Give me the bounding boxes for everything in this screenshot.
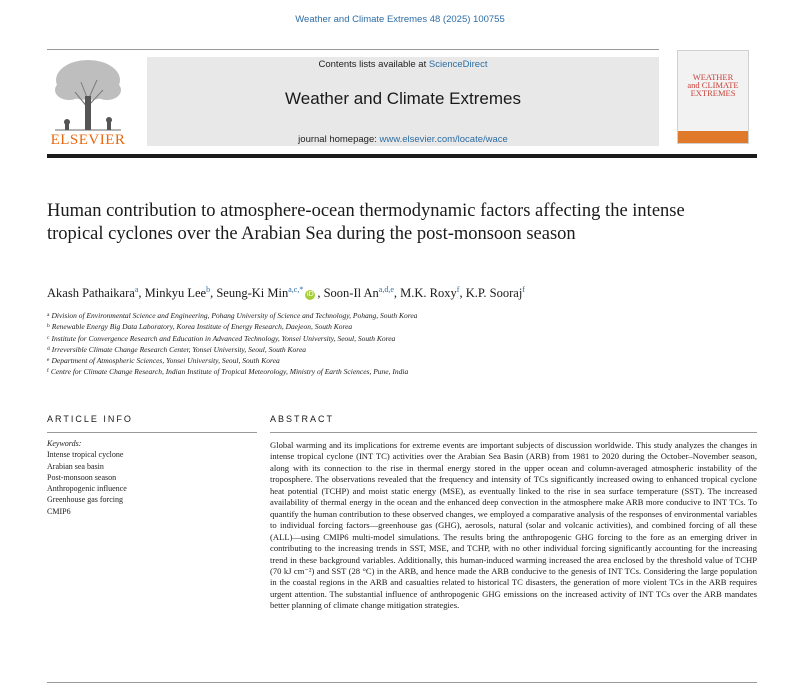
article-info-divider	[47, 432, 257, 433]
affiliation-letter: c	[47, 334, 50, 341]
homepage-line	[147, 134, 659, 145]
contents-line	[147, 59, 659, 70]
keyword-item: CMIP6	[47, 506, 71, 516]
author-name[interactable]: Seung-Ki Min	[216, 286, 289, 301]
author-affil-sup[interactable]: f	[456, 285, 460, 294]
author-affil-sup[interactable]: a,d,e	[378, 285, 394, 294]
homepage-prefix: journal homepage:	[298, 134, 380, 145]
bottom-divider	[47, 682, 757, 683]
keyword-item: Arabian sea basin	[47, 461, 104, 471]
journal-title: Weather and Climate Extremes	[285, 89, 521, 108]
cover-strip	[678, 131, 748, 143]
affiliation-text: Institute for Convergence Research and Education in Advanced Technology, Yonsei University, Seoul, South Korea	[51, 333, 396, 343]
keyword-item: Intense tropical cyclone	[47, 450, 124, 460]
affiliation-list	[47, 310, 747, 378]
author-name[interactable]: Minkyu Lee	[144, 286, 207, 301]
affiliation-item	[47, 310, 747, 321]
affiliation-letter: d	[47, 345, 50, 352]
affiliation-item	[47, 344, 747, 355]
affiliation-letter: a	[47, 312, 50, 318]
sciencedirect-link[interactable]: ScienceDirect	[428, 59, 488, 70]
abstract-divider	[270, 432, 757, 433]
journal-reference[interactable]: Weather and Climate Extremes 48 (2025) 100755	[295, 14, 505, 25]
homepage-link[interactable]: www.elsevier.com/locate/wace	[379, 134, 508, 145]
author-affil-sup[interactable]: f	[522, 285, 525, 294]
author-affil-sup[interactable]: a	[134, 285, 139, 294]
keyword-item: Greenhouse gas forcing	[47, 495, 123, 505]
author-affil-sup[interactable]: b	[206, 285, 211, 294]
affiliation-item	[47, 333, 747, 344]
masthead-divider	[47, 154, 757, 158]
affiliation-letter: b	[47, 323, 50, 330]
author-name[interactable]: Soon-Il An	[323, 286, 379, 301]
affiliation-text: Renewable Energy Big Data Laboratory, Korea Institute of Energy Research, Daejeon, South Korea	[51, 322, 353, 332]
keyword-item: Anthropogenic influence	[47, 484, 127, 494]
keywords-block	[47, 438, 257, 517]
author-name[interactable]: M.K. Roxy	[400, 286, 457, 301]
article-title: Human contribution to atmosphere-ocean thermodynamic factors affecting the intense tropical cyclones over the Arabian Sea during the post-monsoon season	[47, 201, 685, 244]
orcid-icon[interactable]: iD	[307, 291, 314, 299]
cover-title: WEATHER and CLIMATE EXTREMES	[687, 72, 739, 98]
author-name[interactable]: K.P. Sooraj	[465, 286, 523, 301]
affiliation-item	[47, 321, 747, 332]
masthead	[47, 48, 757, 146]
affiliation-letter: e	[47, 357, 50, 364]
affiliation-text: Centre for Climate Change Research, Indian Institute of Tropical Meteorology, Ministry of Earth Sciences, Pune, India	[50, 367, 409, 377]
affiliation-item	[47, 355, 747, 366]
affiliation-item	[47, 366, 747, 377]
journal-cover-thumbnail[interactable]	[677, 50, 749, 144]
affiliation-text: Division of Environmental Science and Engineering, Pohang University of Science and Technology, Pohang, South Korea	[51, 311, 418, 320]
affiliation-text: Irreversible Climate Change Research Center, Yonsei University, Seoul, South Korea	[51, 344, 307, 354]
author-list: Akash Pathaikara$^a$, Minkyu Lee$^b$, Seung-Ki Min$^{a,c,*}$iD , Soon-Il An$^{a,d,e}$, M.K. Roxy$^f$, K.P. Sooraj$^f$	[47, 285, 525, 301]
author-name[interactable]: Akash Pathaikara	[47, 286, 135, 301]
journal-banner	[147, 57, 659, 146]
top-divider	[47, 49, 659, 50]
contents-prefix: Contents lists available at	[318, 59, 429, 70]
keywords-label: Keywords:	[47, 439, 82, 448]
affiliation-text: Department of Atmospheric Sciences, Yonsei University, Seoul, South Korea	[51, 356, 280, 366]
elsevier-wordmark: ELSEVIER	[50, 132, 126, 148]
author-affil-sup[interactable]: a,c,*	[288, 285, 304, 294]
abstract-body: Global warming and its implications for extreme events are important subjects of discussion worldwide. This study analyzes the changes in intense tropical cyclone (INT TC) activities over the Arabian Sea Basin (ARB) from 1981 to 2020 during the October–November season, along with its connection to the rise in thermal energy stored in the upper ocean and column-averaged atmospheric instability of the troposphere. The observations revealed that the frequency and intensity of TCs significantly increased owing to enhanced tropical cyclone heat potential (TCHP) and moist static energy (MSE), as eventually linked to the rise in sea surface temperature (SST). The increased availability of thermal energy in the ocean and the enhanced deep convection in the atmosphere make ARB more conducive to INT TCs. To quantify the human contribution to these observed changes, we employed a comparative analysis of the responses of environmental variables to individual forcing factors—greenhouse gas (GHG), aerosols, natural (solar and volcanic activities), and combined forcing of all these (ALL)—using CMIP6 multi-model simulations. The results bring the anthropogenic GHG forcing to the fore as an emerging driver in contributing to the increasing trends in SST, MSE, and TCHP, with no other individual forcing significantly accounting for the increasing trend in these background variables. Additionally, this human-induced warming increased the area enclosed by the threshold value of TCHP (70 kJ cm⁻²) and SST (28 °C) in the ARB, and hence made the ARB conducive to the genesis of INT TCs. Considering the large population in the coastal regions in the ARB and casualties related to historical TC disasters, the generation of more violent TCs in the ARB requires urgent attention. The substantial influence of anthropogenic GHG emissions on the increased activity of INT TCs over the ARB mandates better planning of climate change mitigation strategies.	[270, 440, 757, 611]
affiliation-letter: f	[47, 368, 49, 375]
keyword-item: Post-monsoon season	[47, 472, 117, 482]
article-info-heading: ARTICLE INFO	[47, 414, 133, 424]
abstract-heading: ABSTRACT	[270, 414, 335, 424]
